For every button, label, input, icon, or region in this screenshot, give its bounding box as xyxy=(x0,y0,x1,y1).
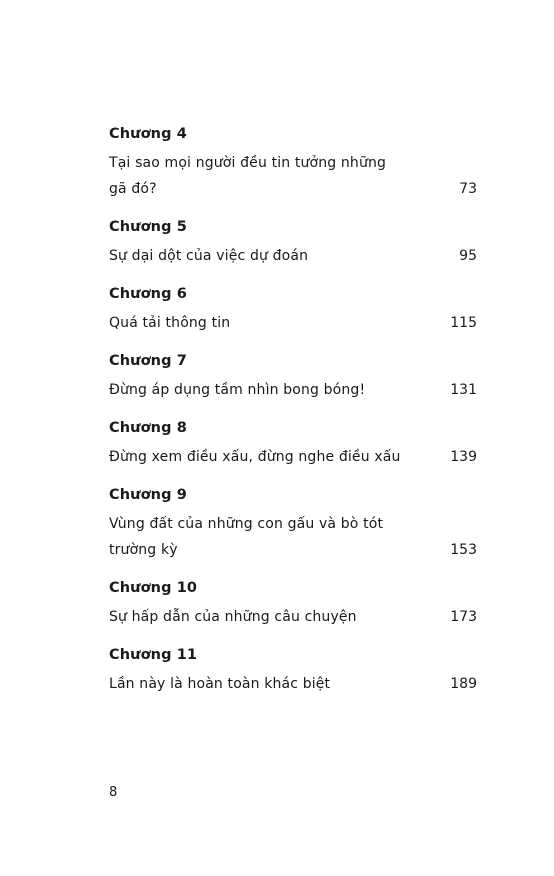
chapter-title: Quá tải thông tin xyxy=(109,315,231,331)
chapter-page-number: 173 xyxy=(450,609,477,625)
toc-entry-chapter-4 xyxy=(109,124,477,202)
toc-title-row xyxy=(109,444,477,470)
chapter-title: Đừng xem điều xấu, đừng nghe điều xấu xyxy=(109,449,401,465)
chapter-page-number: 153 xyxy=(450,542,477,558)
toc-entry-chapter-9 xyxy=(109,485,477,563)
chapter-label: Chương 6 xyxy=(109,286,187,302)
chapter-title: Đừng áp dụng tầm nhìn bong bóng! xyxy=(109,382,366,398)
chapter-title: Sự hấp dẫn của những câu chuyện xyxy=(109,609,357,625)
toc-entry-chapter-11 xyxy=(109,645,477,697)
chapter-page-number: 131 xyxy=(450,382,477,398)
chapter-label: Chương 10 xyxy=(109,580,198,596)
toc-title-row xyxy=(109,671,477,697)
toc-entry-chapter-7 xyxy=(109,351,477,403)
table-of-contents xyxy=(109,124,477,712)
chapter-page-number: 73 xyxy=(459,181,477,197)
chapter-title: Vùng đất của những con gấu và bò tót trường kỳ xyxy=(109,516,384,558)
toc-title-row xyxy=(109,604,477,630)
toc-title-row xyxy=(109,150,477,202)
chapter-title: Tại sao mọi người đều tin tưởng những gã đó? xyxy=(109,155,387,197)
chapter-page-number: 139 xyxy=(450,449,477,465)
toc-title-row xyxy=(109,310,477,336)
chapter-label: Chương 8 xyxy=(109,420,187,436)
chapter-label: Chương 11 xyxy=(109,647,198,663)
chapter-label: Chương 5 xyxy=(109,219,187,235)
chapter-label: Chương 9 xyxy=(109,487,187,503)
chapter-page-number: 189 xyxy=(450,676,477,692)
toc-entry-chapter-10 xyxy=(109,578,477,630)
toc-title-row xyxy=(109,511,477,563)
chapter-label: Chương 4 xyxy=(109,126,187,142)
footer-page-number: 8 xyxy=(109,785,118,800)
toc-title-row xyxy=(109,377,477,403)
chapter-page-number: 95 xyxy=(459,248,477,264)
toc-entry-chapter-6 xyxy=(109,284,477,336)
chapter-label: Chương 7 xyxy=(109,353,187,369)
chapter-page-number: 115 xyxy=(450,315,477,331)
toc-title-row xyxy=(109,243,477,269)
chapter-title: Sự dại dột của việc dự đoán xyxy=(109,248,309,264)
toc-entry-chapter-8 xyxy=(109,418,477,470)
toc-entry-chapter-5 xyxy=(109,217,477,269)
chapter-title: Lần này là hoàn toàn khác biệt xyxy=(109,676,331,692)
